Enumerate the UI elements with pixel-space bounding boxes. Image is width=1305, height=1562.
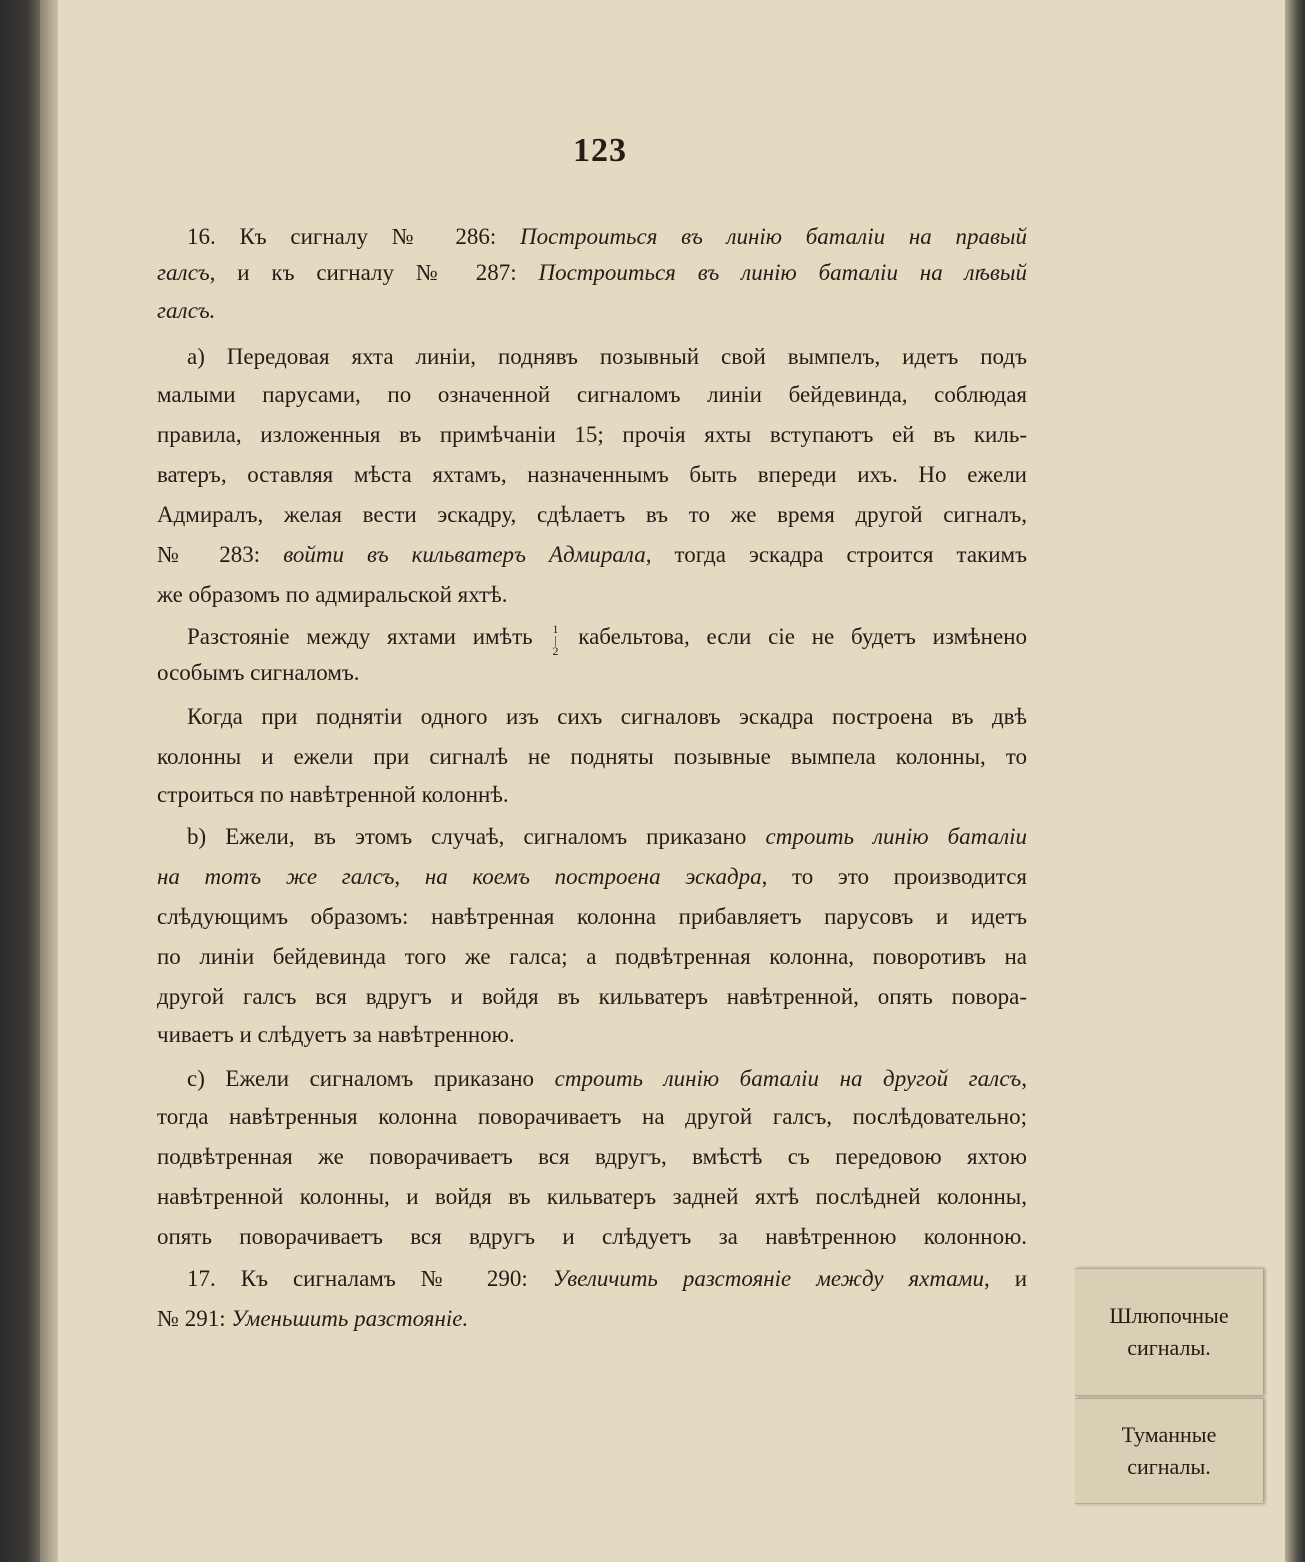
text-line — [157, 580, 1027, 610]
text-segment: слѣдующимъ образомъ: навѣтренная колонна прибавляетъ парусовъ и идетъ — [157, 904, 1027, 929]
text-segment: № 291: — [157, 1306, 232, 1331]
text-segment: , и къ сигналу № 287: — [209, 260, 539, 285]
text-segment: подвѣтренная же поворачиваетъ вся вдругъ, вмѣстѣ съ передовою яхтою — [157, 1144, 1027, 1169]
text-segment: навѣтренной колонны, и войдя въ кильватеръ задней яхтѣ послѣдней колонны, — [157, 1184, 1027, 1209]
text-segment: кабельтова, если сіе не будетъ измѣнено — [561, 624, 1028, 649]
text-line — [187, 622, 1027, 655]
text-line — [187, 1264, 1027, 1294]
italic-text: галсъ. — [157, 298, 216, 323]
text-line — [157, 460, 1027, 490]
text-segment: а) Передовая яхта линіи, поднявъ позывный свой вымпелъ, идетъ подъ — [187, 344, 1027, 369]
text-segment: по линіи бейдевинда того же галса; а подвѣтренная колонна, поворотивъ на — [157, 944, 1027, 969]
text-line — [157, 540, 1027, 570]
text-segment: , — [1021, 1066, 1027, 1091]
text-segment: b) Ежели, въ этомъ случаѣ, сигналомъ приказано — [187, 824, 766, 849]
text-segment: опять поворачиваетъ вся вдругъ и слѣдуетъ за навѣтренною колонною. — [157, 1224, 1027, 1249]
italic-text: строить линію баталіи — [765, 824, 1027, 849]
text-line — [187, 222, 1027, 252]
text-line — [157, 296, 1027, 326]
text-line — [157, 380, 1027, 410]
tab-label-line: Шлюпочные — [1109, 1303, 1229, 1328]
text-line — [157, 862, 1027, 892]
tab-boat-signals[interactable] — [1075, 1268, 1263, 1396]
text-line — [157, 942, 1027, 972]
text-segment: , тогда эскадра строится такимъ — [645, 542, 1027, 567]
text-segment: , то это производится — [761, 864, 1028, 889]
text-segment: 16. Къ сигналу № 286: — [187, 224, 521, 249]
text-segment: малыми парусами, по означенной сигналомъ линіи бейдевинда, соблюдая — [157, 382, 1027, 407]
italic-text: Увеличить разстояніе между яхтами — [552, 1266, 984, 1291]
text-segment: № 283: — [157, 542, 284, 567]
text-segment: строиться по навѣтренной колоннѣ. — [157, 782, 509, 807]
text-segment: с) Ежели сигналомъ приказано — [187, 1066, 555, 1091]
tab-label-line: сигналы. — [1127, 1335, 1211, 1360]
text-segment: правила, изложенныя въ примѣчаніи 15; прочія яхты вступаютъ ей въ киль- — [157, 422, 1027, 447]
text-line — [157, 1102, 1027, 1132]
text-line — [157, 780, 1027, 810]
text-line — [157, 1142, 1027, 1172]
text-segment: колонны и ежели при сигналѣ не подняты позывные вымпела колонны, то — [157, 744, 1027, 769]
text-line — [187, 822, 1027, 852]
page-gutter — [40, 0, 58, 1562]
italic-text: Построиться въ линію баталіи на лѣвый — [538, 260, 1027, 285]
text-line — [157, 258, 1027, 288]
text-line — [157, 1020, 1027, 1050]
book-spine-edge — [0, 0, 40, 1562]
fraction: 1|2 — [548, 622, 563, 656]
page-number: 123 — [573, 132, 627, 169]
text-segment: Адмиралъ, желая вести эскадру, сдѣлаетъ въ то же время другой сигналъ, — [157, 502, 1027, 527]
text-segment: 17. Къ сигналамъ № 290: — [187, 1266, 553, 1291]
text-line — [157, 902, 1027, 932]
text-segment: , — [394, 864, 425, 889]
italic-text: галсъ — [157, 260, 210, 285]
text-line — [187, 702, 1027, 732]
text-line — [157, 420, 1027, 450]
text-line — [157, 500, 1027, 530]
text-line — [157, 658, 1027, 688]
tab-fog-signals[interactable] — [1075, 1398, 1263, 1504]
text-segment: особымъ сигналомъ. — [157, 660, 360, 685]
text-segment: тогда навѣтренныя колонна поворачиваетъ на другой галсъ, послѣдовательно; — [157, 1104, 1027, 1129]
text-line — [157, 982, 1027, 1012]
italic-text: на тотъ же галсъ — [157, 864, 395, 889]
text-segment: же образомъ по адмиральской яхтѣ. — [157, 582, 508, 607]
text-segment: Разстояніе между яхтами имѣть — [187, 624, 550, 649]
text-line — [187, 1064, 1027, 1094]
text-line — [157, 1222, 1027, 1252]
text-segment: Когда при поднятіи одного изъ сихъ сигналовъ эскадра построена въ двѣ — [187, 704, 1027, 729]
text-segment: чиваетъ и слѣдуетъ за навѣтренною. — [157, 1022, 515, 1047]
italic-text: строить линію баталіи на другой галсъ — [554, 1066, 1022, 1091]
italic-text: Уменьшить разстояніе. — [231, 1306, 469, 1331]
text-segment: другой галсъ вся вдругъ и войдя въ кильватеръ навѣтренной, опять повора- — [157, 984, 1027, 1009]
tab-label-line: сигналы. — [1127, 1454, 1211, 1479]
italic-text: войти въ кильватеръ Адмирала — [283, 542, 646, 567]
text-line — [157, 1182, 1027, 1212]
text-line — [157, 742, 1027, 772]
text-segment: ватеръ, оставляя мѣста яхтамъ, назначеннымъ быть впереди ихъ. Но ежели — [157, 462, 1027, 487]
italic-text: на коемъ построена эскадра — [424, 864, 762, 889]
text-line — [157, 1304, 1027, 1334]
text-segment: , и — [983, 1266, 1027, 1291]
italic-text: Построиться въ линію баталіи на правый — [520, 224, 1028, 249]
tab-label-line: Туманные — [1121, 1422, 1217, 1447]
page-right-edge — [1285, 0, 1305, 1562]
text-line — [187, 342, 1027, 372]
